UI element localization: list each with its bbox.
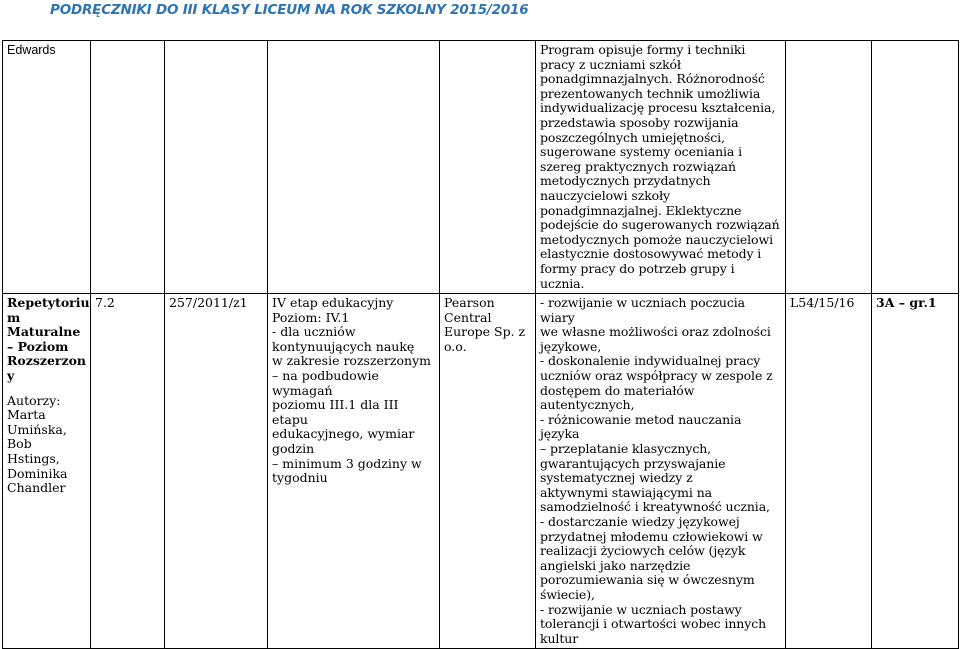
publisher-line: Central xyxy=(444,309,492,325)
goals-line: - dostarczanie wiedzy językowej xyxy=(540,514,740,529)
goals-line: samodzielność i kreatywność ucznia, xyxy=(540,499,770,515)
authors-label: Autorzy: xyxy=(7,392,61,408)
goals-line: przydatnej młodemu człowiekowi w xyxy=(540,528,763,544)
title-authors-cell xyxy=(3,294,91,649)
goals-line: kultur xyxy=(540,630,579,646)
goals-line: we własne możliwości oraz zdolności xyxy=(540,324,771,340)
author-cell xyxy=(3,41,91,294)
stage-line: – na podbudowie wymagań xyxy=(272,368,379,398)
author-line: Chandler xyxy=(7,480,66,496)
stage-line: kontynuujących naukę xyxy=(272,338,415,354)
stage-line: godzin xyxy=(272,441,315,457)
program-code: L54/15/16 xyxy=(790,295,855,311)
author-line: Umińska, xyxy=(7,421,67,437)
goals-line: - doskonalenie indywidualnej pracy xyxy=(540,353,761,369)
goals-line: - rozwijanie w uczniach poczucia wiary xyxy=(540,295,745,325)
stage-line: IV etap edukacyjny xyxy=(272,295,394,311)
approval-cell xyxy=(165,294,268,649)
publisher-cell-empty xyxy=(440,41,536,294)
stage-line: poziomu III.1 dla III etapu xyxy=(272,397,399,427)
approval-number: 257/2011/z1 xyxy=(169,295,248,311)
goals-cell xyxy=(536,294,786,649)
program-description-cell xyxy=(536,41,786,294)
class-group: 3A – gr.1 xyxy=(876,295,937,311)
goals-line: tolerancji i otwartości wobec innych xyxy=(540,616,767,632)
publisher-cell xyxy=(440,294,536,649)
publisher-line: Europe Sp. z xyxy=(444,324,526,340)
goals-line: dostępem do materiałów autentycznych, xyxy=(540,382,695,413)
book-title-line: Repetytoriu xyxy=(7,295,90,311)
stage-line: – minimum 3 godziny w xyxy=(272,455,422,471)
book-title xyxy=(7,295,90,384)
book-title-line: y xyxy=(7,368,15,384)
goals-line: gwarantujących przyswajanie xyxy=(540,455,726,471)
item-number: 7.2 xyxy=(95,295,115,311)
goals-line: – przeplatanie klasycznych, xyxy=(540,441,712,457)
goals-line: porozumiewania się w ówczesnym xyxy=(540,572,755,588)
program-description: Program opisuje formy i techniki pracy z uczniami szkół ponadgimnazjalnych. Różnorodność prezentowanych technik umożliwia indywidualizację procesu kształcenia, przedstawia sposoby rozwijania poszczególnych umiejętności, sugerowane systemy oceniania i szereg praktycznych rozwiązań metodycznych przydatnych nauczycielowi szkoły ponadgimnazjalnej. Eklektyczne podejście do sugerowanych rozwiązań metodycznych pomoże nauczycielowi elastycznie dostosowywać metody i formy pracy do potrzeb grupy i ucznia. xyxy=(540,42,780,291)
number-cell-empty xyxy=(91,41,165,294)
goals-line: - rozwijanie w uczniach postawy xyxy=(540,601,742,617)
book-title-line: – Poziom xyxy=(7,338,69,354)
goals-line: językowe, xyxy=(540,338,602,354)
book-title-line: Rozszerzon xyxy=(7,353,87,369)
stage-line: tygodniu xyxy=(272,470,328,486)
table-row xyxy=(3,294,959,649)
stage-line: - dla uczniów xyxy=(272,324,356,340)
table-row xyxy=(3,41,959,294)
goals-line: angielski jako narzędzie xyxy=(540,557,691,573)
author-name: Edwards xyxy=(7,43,56,57)
stage-line: Poziom: IV.1 xyxy=(272,309,350,325)
book-authors xyxy=(7,394,86,496)
book-title-line: m xyxy=(7,309,21,325)
class-cell-empty xyxy=(872,41,959,294)
approval-cell-empty xyxy=(165,41,268,294)
textbook-table xyxy=(2,40,959,649)
number-cell xyxy=(91,294,165,649)
publisher-line: o.o. xyxy=(444,338,467,354)
goals-line: - różnicowanie metod nauczania języka xyxy=(540,411,742,442)
book-title-line: Maturalne xyxy=(7,324,81,340)
stage-cell xyxy=(268,294,440,649)
stage-line: edukacyjnego, wymiar xyxy=(272,426,415,442)
code-cell-empty xyxy=(786,41,872,294)
goals-line: systematycznej wiedzy z xyxy=(540,470,693,486)
stage-cell-empty xyxy=(268,41,440,294)
goals-line: aktywnymi stawiającymi na xyxy=(540,484,713,500)
goals-line: świecie), xyxy=(540,586,595,602)
goals-line: realizacji życiowych celów (język xyxy=(540,543,746,559)
author-line: Dominika xyxy=(7,465,68,481)
stage-line: w zakresie rozszerzonym xyxy=(272,353,431,369)
author-line: Marta xyxy=(7,407,46,423)
program-code-cell xyxy=(786,294,872,649)
page-header-title: PODRĘCZNIKI DO III KLASY LICEUM NA ROK SZKOLNY 2015/2016 xyxy=(50,2,529,18)
publisher-line: Pearson xyxy=(444,295,495,311)
class-cell xyxy=(872,294,959,649)
goals-line: uczniów oraz współpracy w zespole z xyxy=(540,368,773,384)
author-line: Bob Hstings, xyxy=(7,436,60,467)
